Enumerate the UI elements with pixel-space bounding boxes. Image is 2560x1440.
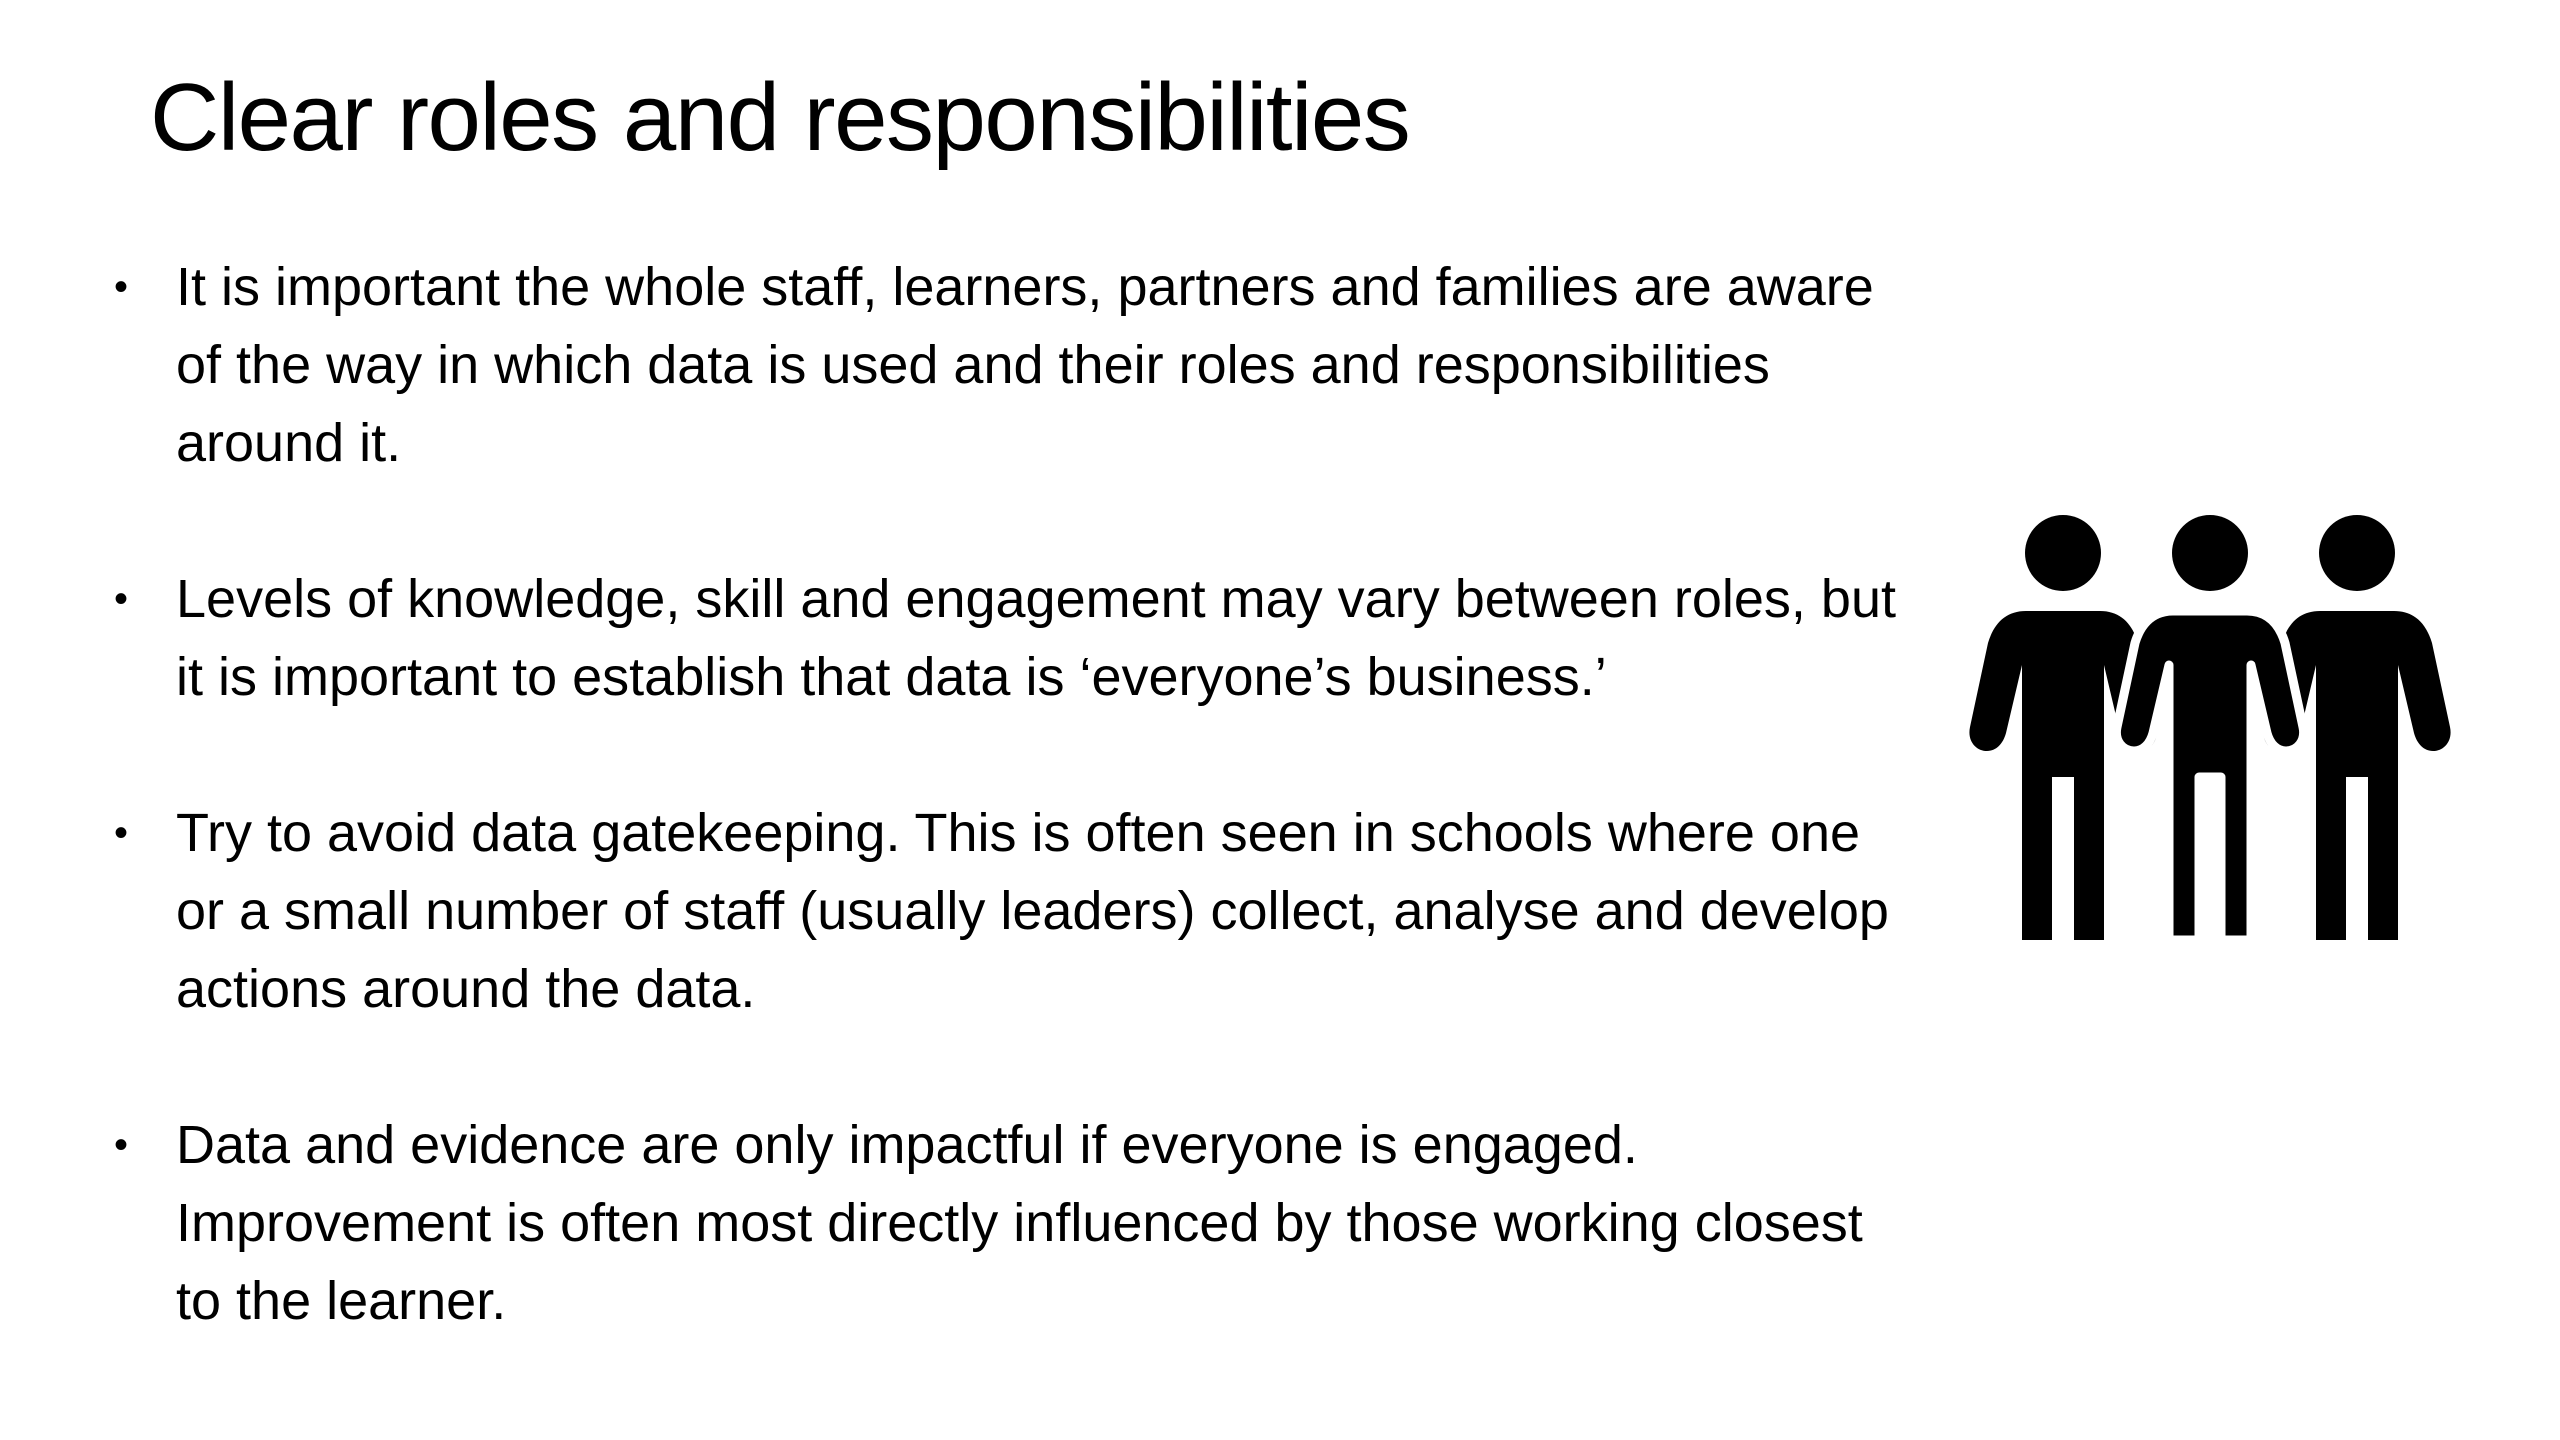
bullet-marker: • (114, 577, 129, 621)
slide-title: Clear roles and responsibilities (150, 64, 1410, 171)
group-of-people-icon (1960, 515, 2460, 940)
bullet-marker: • (114, 811, 129, 855)
bullet-text: Try to avoid data gatekeeping. This is often seen in schools where one or a small number of staff (usually leaders) collect, analyse and develop actions around the data. (176, 803, 1889, 1019)
person-middle-icon (2116, 515, 2303, 940)
bullet-marker: • (114, 1123, 129, 1167)
bullet-item-roles-awareness (110, 248, 1900, 482)
bullet-text: Data and evidence are only impactful if everyone is engaged. Improvement is often most directly influenced by those working closest to the learner. (176, 1115, 1863, 1331)
bullet-item-avoid-gatekeeping (110, 794, 1900, 1028)
bullet-item-everyone-engaged (110, 1106, 1900, 1340)
bullet-text: It is important the whole staff, learners, partners and families are aware of the way in which data is used and their roles and responsibilities around it. (176, 257, 1874, 473)
bullet-item-everyones-business (110, 560, 1900, 716)
bullet-list (110, 248, 1900, 1340)
bullet-marker: • (114, 265, 129, 309)
bullet-text: Levels of knowledge, skill and engagement may vary between roles, but it is important to establish that data is ‘everyone’s business.’ (176, 569, 1896, 707)
